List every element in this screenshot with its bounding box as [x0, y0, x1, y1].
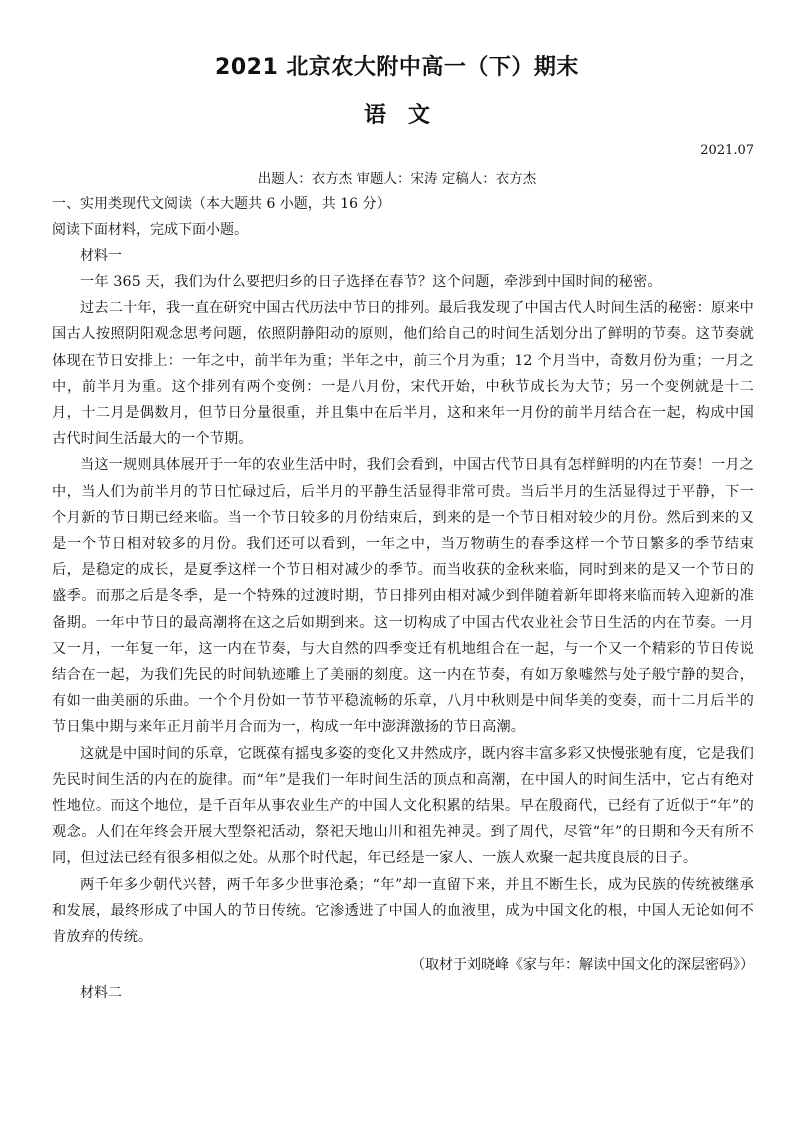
- paragraph-5: 两千年多少朝代兴替，两千年多少世事沧桑；“年”却一直留下来，并且不断生长，成为民族的传统被继承和发展，最终形成了中国人的节日传统。它渗透进了中国人的血液里，成为中国文化的根，中国人无论如何不肯放弃的传统。: [52, 876, 754, 946]
- exam-credits: 出题人：衣方杰 审题人：宋涛 定稿人：衣方杰: [257, 171, 537, 187]
- material-two-label: 材料二: [80, 985, 122, 1002]
- exam-title: 2021 北京农大附中高一（下）期末: [215, 55, 579, 80]
- section-heading: 一、实用类现代文阅读（本大题共 6 小题，共 16 分）: [52, 196, 391, 212]
- section-instruction: 阅读下面材料，完成下面小题。: [52, 222, 248, 238]
- exam-date: 2021.07: [700, 143, 754, 158]
- paragraph-1: 一年 365 天，我们为什么要把归乡的日子选择在春节？这个问题，牵涉到中国时间的秘密。: [80, 274, 662, 290]
- material-one-label: 材料一: [80, 248, 122, 264]
- paragraph-2: 过去二十年，我一直在研究中国古代历法中节日的排列。最后我发现了中国古代人时间生活的秘密：原来中国古人按照阴阳观念思考问题，依照阴静阳动的原则，他们给自己的时间生活划分出了鲜明的节奏。这节奏就体现在节日安排上：一年之中，前半年为重；半年之中，前三个月为重；12 个月当中，奇数月份为重；一月之中，前半月为重。这个排列有两个变例：一是八月份，宋代开始，中秋节成长为大节；另一个变例就是十二月，十二月是偶数月，但节日分量很重，并且集中在后半月，这和来年一月份的前半月结合在一起，构成中国古代时间生活最大的一个节期。: [52, 300, 754, 448]
- paragraph-4: 这就是中国时间的乐章，它既葆有摇曳多姿的变化又井然成序，既内容丰富多彩又快慢张驰有度，它是我们先民时间生活的内在的旋律。而“年”是我们一年时间生活的顶点和高潮，在中国人的时间生活中，它占有绝对性地位。而这个地位，是千百年从事农业生产的中国人文化积累的结果。早在殷商代，已经有了近似于“年”的观念。人们在年终会开展大型祭祀活动，祭祀天地山川和祖先神灵。到了周代，尽管“年”的日期和今天有所不同，但过法已经有很多相似之处。从那个时代起，年已经是一家人、一族人欢聚一起共度良辰的日子。: [52, 745, 754, 867]
- source-citation: （取材于刘晓峰《家与年：解读中国文化的深层密码》）: [411, 957, 754, 974]
- reading-section: [52, 191, 754, 1006]
- paragraph-3: 当这一规则具体展开于一年的农业生活中时，我们会看到，中国古代节日具有怎样鲜明的内在节奏！一月之中，当人们为前半月的节日忙碌过后，后半月的平静生活显得非常可贵。当后半月的生活显得过于平静，下一个月新的节日期已经来临。当一个节日较多的月份结束后，到来的是一个节日相对较少的月份。然后到来的又是一个节日相对较多的月份。我们还可以看到，一年之中，当万物萌生的春季这样一个节日繁多的季节结束后，是稳定的成长，是夏季这样一个节日相对减少的季节。而当收获的金秋来临，同时到来的是又一个节日的盛季。而那之后是冬季，是一个特殊的过渡时期，节日排列由相对减少到伴随着新年即将来临而转入迎新的准备期。一年中节日的最高潮将在这之后如期到来。这一切构成了中国古代农业社会节日生活的内在节奏。一月又一月，一年复一年，这一内在节奏，与大自然的四季变迁有机地组合在一起，与一个又一个精彩的节日传说结合在一起，为我们先民的时间轨迹雕上了美丽的刻度。这一内在节奏，有如万象嘘然与处子般宁静的契合，有如一曲美丽的乐曲。一个个月份如一节节平稳流畅的乐章，八月中秋则是中间华美的变奏，而十二月后半的节日集中期与来年正月前半月合而为一，构成一年中澎湃激扬的节日高潮。: [52, 457, 754, 736]
- subject-title: 语 文: [363, 103, 430, 128]
